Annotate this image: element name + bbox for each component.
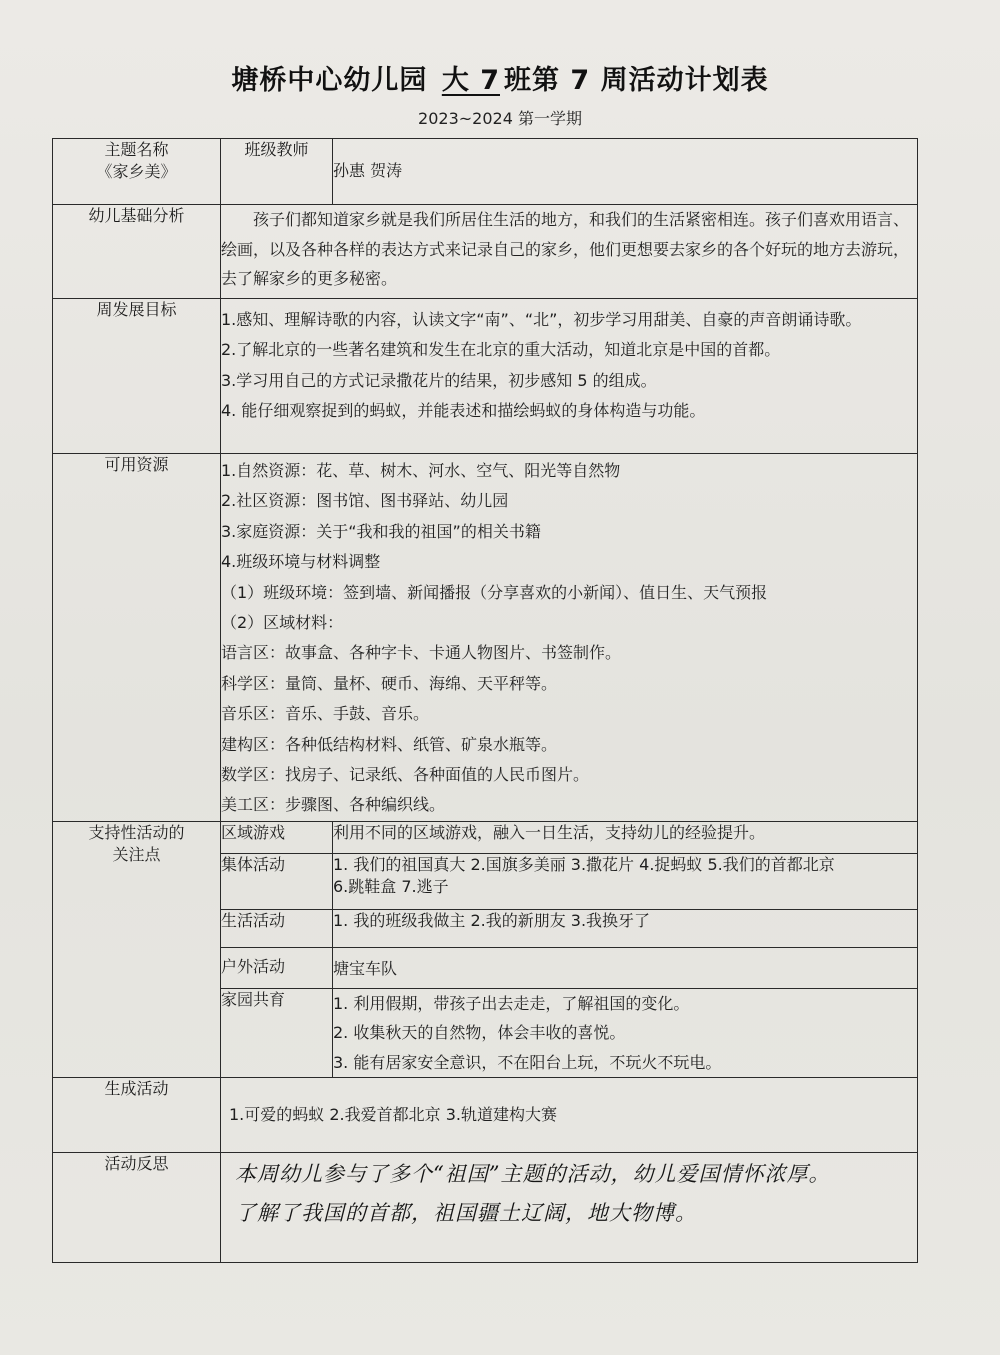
goal-item: 1.感知、理解诗歌的内容，认读文字“南”、“北”，初步学习用甜美、自豪的声音朗诵诗歌。 xyxy=(221,310,862,329)
resource-item: 建构区：各种低结构材料、纸管、矿泉水瓶等。 xyxy=(221,734,558,754)
goals-row xyxy=(53,299,918,454)
support-sublabel: 户外活动 xyxy=(221,947,333,988)
resource-item: 美工区：步骤图、各种编织线。 xyxy=(221,795,446,815)
support-content: 1. 我的班级我做主 2.我的新朋友 3.我换牙了 xyxy=(333,909,918,947)
generated-content: 1.可爱的蚂蚁 2.我爱首都北京 3.轨道建构大赛 xyxy=(221,1078,918,1153)
resource-item: 1.自然资源：花、草、树木、河水、空气、阳光等自然物 xyxy=(221,461,621,480)
support-label: 支持性活动的 关注点 xyxy=(53,821,221,1078)
teacher-label: 班级教师 xyxy=(221,139,333,205)
support-sublabel: 区域游戏 xyxy=(221,821,333,853)
goal-item: 4. 能仔细观察捉到的蚂蚁，并能表述和描绘蚂蚁的身体构造与功能。 xyxy=(221,401,706,421)
support-content: 利用不同的区域游戏，融入一日生活，支持幼儿的经验提升。 xyxy=(333,821,918,853)
resource-item: 3.家庭资源：关于“我和我的祖国”的相关书籍 xyxy=(221,521,541,541)
support-sublabel: 家园共育 xyxy=(221,988,333,1078)
theme-cell: 主题名称 《家乡美》 xyxy=(53,139,221,205)
generated-label: 生成活动 xyxy=(53,1078,221,1153)
support-content: 3. 能有居家安全意识，不在阳台上玩，不玩火不玩电。 xyxy=(333,1052,722,1072)
theme-row xyxy=(53,139,918,205)
support-content: 1. 我们的祖国真大 2.国旗多美丽 3.撒花片 4.捉蚂蚁 5.我们的首都北京 xyxy=(333,854,835,874)
resources-row xyxy=(53,454,918,822)
semester: 2023~2024 第一学期 xyxy=(418,109,582,128)
resources-label: 可用资源 xyxy=(53,454,221,822)
support-content: 2. 收集秋天的自然物，体会丰收的喜悦。 xyxy=(333,1023,626,1043)
resource-item: （2）区域材料： xyxy=(221,612,344,632)
support-content: 1. 利用假期，带孩子出去走走，了解祖国的变化。 xyxy=(333,993,690,1013)
generated-row xyxy=(53,1078,918,1153)
analysis-text: 孩子们都知道家乡就是我们所居住生活的地方，和我们的生活紧密相连。孩子们喜欢用语言、绘画，以及各种各样的表达方式来记录自己的家乡，他们更想要去家乡的各个好玩的地方去游玩，去了解家乡的更多秘密。 xyxy=(221,210,910,289)
analysis-row xyxy=(53,205,918,299)
resource-item: 2.社区资源：图书馆、图书驿站、幼儿园 xyxy=(221,491,509,511)
class-grade: 大 7 xyxy=(441,65,500,96)
reflection-label: 活动反思 xyxy=(53,1153,221,1263)
reflection-handwriting: 本周幼儿参与了多个“祖国”主题的活动，幼儿爱国情怀浓厚。 了解了我国的首都，祖国疆土辽阔，地大物博。 xyxy=(235,1162,831,1226)
goal-item: 3.学习用自己的方式记录撒花片的结果，初步感知 5 的组成。 xyxy=(221,370,657,390)
support-content: 6.跳鞋盒 7.逃子 xyxy=(333,877,449,897)
goal-item: 2.了解北京的一些著名建筑和发生在北京的重大活动，知道北京是中国的首都。 xyxy=(221,340,781,360)
resource-item: 音乐区：音乐、手鼓、音乐。 xyxy=(221,704,430,724)
support-subrow xyxy=(53,821,918,853)
resource-item: 科学区：量筒、量杯、硬币、海绵、天平秤等。 xyxy=(221,673,558,693)
support-sublabel: 集体活动 xyxy=(221,853,333,909)
activity-plan-table xyxy=(52,138,918,1263)
reflection-row xyxy=(53,1153,918,1263)
support-sublabel: 生活活动 xyxy=(221,909,333,947)
support-content: 塘宝车队 xyxy=(333,947,918,988)
resource-item: 4.班级环境与材料调整 xyxy=(221,552,381,572)
resource-item: （1）班级环境：签到墙、新闻播报（分享喜欢的小新闻）、值日生、天气预报 xyxy=(221,582,768,602)
goals-label: 周发展目标 xyxy=(53,299,221,454)
analysis-label: 幼儿基础分析 xyxy=(53,205,221,299)
page-title: 塘桥中心幼儿园 大 7 班第 7 周活动计划表 xyxy=(231,65,769,96)
resource-item: 语言区：故事盒、各种字卡、卡通人物图片、书签制作。 xyxy=(221,643,622,663)
teacher-names: 孙惠 贺涛 xyxy=(333,139,918,205)
resource-item: 数学区：找房子、记录纸、各种面值的人民币图片。 xyxy=(221,764,590,784)
